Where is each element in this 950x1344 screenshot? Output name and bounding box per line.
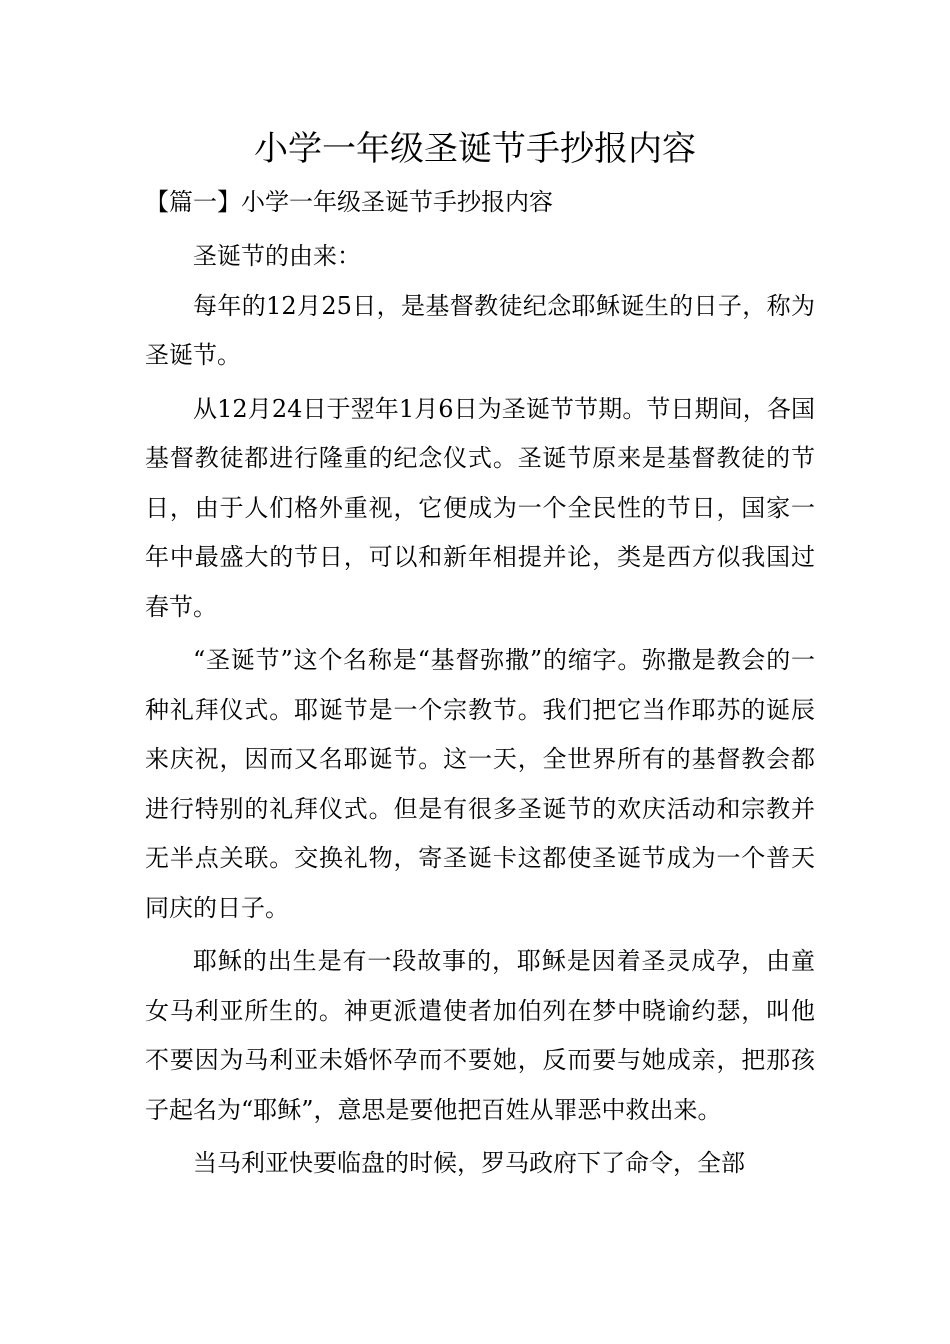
paragraph: 当马利亚快要临盘的时候，罗马政府下了命令，全部 xyxy=(193,1149,745,1177)
document-body xyxy=(145,180,815,1193)
section-label: 【篇一】小学一年级圣诞节手抄报内容 xyxy=(145,188,553,216)
paragraph-subheading: 圣诞节的由来： xyxy=(193,242,361,270)
document-title: 小学一年级圣诞节手抄报内容 xyxy=(254,129,696,169)
paragraph: “圣诞节”这个名称是“基督弥撒”的缩字。弥撒是教会的一种礼拜仪式。耶诞节是一个宗教节。我们把它当作耶苏的诞辰来庆祝，因而又名耶诞节。这一天，全世界所有的基督教会都进行特别的礼拜仪式。但是有很多圣诞节的欢庆活动和宗教并无半点关联。交换礼物，寄圣诞卡这都使圣诞节成为一个普天同庆的日子。 xyxy=(145,646,815,922)
paragraph: 每年的12月25日，是基督教徒纪念耶稣诞生的日子，称为圣诞节。 xyxy=(145,291,815,369)
paragraph: 从12月24日于翌年1月6日为圣诞节节期。节日期间，各国基督教徒都进行隆重的纪念仪式。圣诞节原来是基督教徒的节日，由于人们格外重视，它便成为一个全民性的节日，国家一年中最盛大的节日，可以和新年相提并论，类是西方似我国过春节。 xyxy=(145,394,815,621)
paragraph: 耶稣的出生是有一段故事的，耶稣是因着圣灵成孕，由童女马利亚所生的。神更派遣使者加伯列在梦中晓谕约瑟，叫他不要因为马利亚未婚怀孕而不要她，反而要与她成亲，把那孩子起名为“耶稣”，意思是要他把百姓从罪恶中救出来。 xyxy=(145,947,815,1124)
